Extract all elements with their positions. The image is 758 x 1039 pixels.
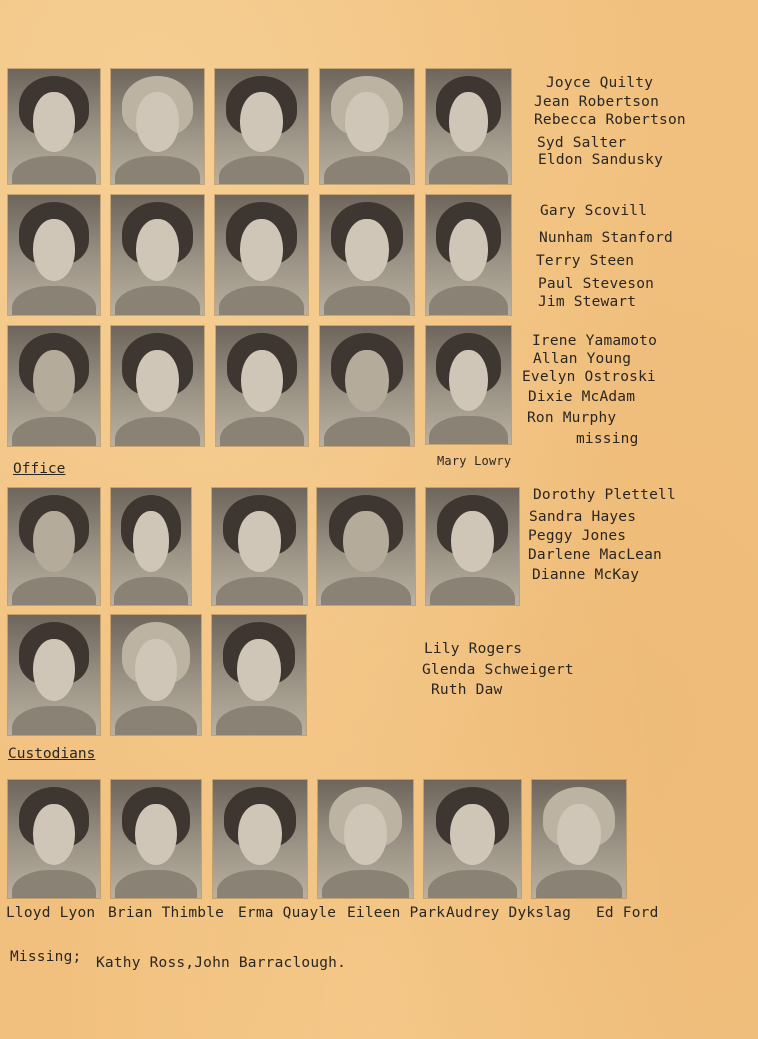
- office-heading: Office: [13, 461, 66, 477]
- name-ron-murphy: Ron Murphy: [527, 410, 617, 426]
- name-ruth-daw: Ruth Daw: [431, 682, 503, 698]
- name-rebecca-robertson: Rebecca Robertson: [534, 112, 686, 128]
- name-dianne-mckay: Dianne McKay: [532, 567, 640, 583]
- photo-ruth-daw: [212, 615, 306, 735]
- name-dorothy-plettell: Dorothy Plettell: [533, 487, 676, 503]
- photo-syd-salter: [320, 69, 414, 184]
- caption-brian-thimble: Brian Thimble: [108, 905, 225, 921]
- caption-mary-lowry: Mary Lowry: [437, 454, 512, 468]
- name-allan-young: Allan Young: [533, 351, 632, 367]
- photo-audrey-dykslag: [424, 780, 521, 898]
- photo-eldon-sandusky: [426, 69, 511, 184]
- photo-mary-lowry: [426, 326, 511, 444]
- photo-darlene-maclean: [317, 488, 415, 605]
- photo-rebecca-robertson: [215, 69, 308, 184]
- caption-audrey-dykslag: Audrey Dykslag: [446, 905, 572, 921]
- photo-evelyn-ostroski: [216, 326, 308, 446]
- name-syd-salter: Syd Salter: [537, 135, 627, 151]
- photo-gary-scovill: [8, 195, 100, 315]
- missing-label: missing: [576, 431, 639, 447]
- photo-jean-robertson: [111, 69, 204, 184]
- photo-terry-steen: [215, 195, 308, 315]
- name-glenda-schweigert: Glenda Schweigert: [422, 662, 574, 678]
- photo-lloyd-lyon: [8, 780, 100, 898]
- name-irene-yamamoto: Irene Yamamoto: [532, 333, 658, 349]
- missing-footer-label: Missing;: [10, 949, 82, 965]
- caption-ed-ford: Ed Ford: [596, 905, 659, 921]
- photo-ed-ford: [532, 780, 626, 898]
- photo-brian-thimble: [111, 780, 201, 898]
- caption-lloyd-lyon: Lloyd Lyon: [6, 905, 96, 921]
- photo-erma-quayle: [213, 780, 307, 898]
- name-jean-robertson: Jean Robertson: [534, 94, 660, 110]
- name-gary-scovill: Gary Scovill: [540, 203, 648, 219]
- photo-peggy-jones: [212, 488, 307, 605]
- name-darlene-maclean: Darlene MacLean: [528, 547, 662, 563]
- photo-joyce-quilty: [8, 69, 100, 184]
- name-nunham-stanford: Nunham Stanford: [539, 230, 673, 246]
- name-eldon-sandusky: Eldon Sandusky: [538, 152, 664, 168]
- photo-dianne-mckay: [426, 488, 519, 605]
- name-jim-stewart: Jim Stewart: [538, 294, 637, 310]
- caption-eileen-park: Eileen Park: [347, 905, 446, 921]
- name-lily-rogers: Lily Rogers: [424, 641, 523, 657]
- name-joyce-quilty: Joyce Quilty: [546, 75, 654, 91]
- photo-glenda-schweigert: [111, 615, 201, 735]
- name-evelyn-ostroski: Evelyn Ostroski: [522, 369, 656, 385]
- photo-allan-young: [111, 326, 204, 446]
- photo-sandra-hayes: [111, 488, 191, 605]
- photo-nunham-stanford: [111, 195, 204, 315]
- photo-paul-steveson: [320, 195, 414, 315]
- photo-jim-stewart: [426, 195, 511, 315]
- photo-dixie-mcadam: [320, 326, 414, 446]
- name-sandra-hayes: Sandra Hayes: [529, 509, 637, 525]
- missing-footer-names: Kathy Ross,John Barraclough.: [96, 955, 347, 971]
- name-paul-steveson: Paul Steveson: [538, 276, 655, 292]
- name-terry-steen: Terry Steen: [536, 253, 635, 269]
- name-dixie-mcadam: Dixie McAdam: [528, 389, 636, 405]
- custodians-heading: Custodians: [8, 746, 96, 762]
- caption-erma-quayle: Erma Quayle: [238, 905, 337, 921]
- photo-dorothy-plettell: [8, 488, 100, 605]
- photo-eileen-park: [318, 780, 413, 898]
- photo-irene-yamamoto: [8, 326, 100, 446]
- name-peggy-jones: Peggy Jones: [528, 528, 627, 544]
- photo-lily-rogers: [8, 615, 100, 735]
